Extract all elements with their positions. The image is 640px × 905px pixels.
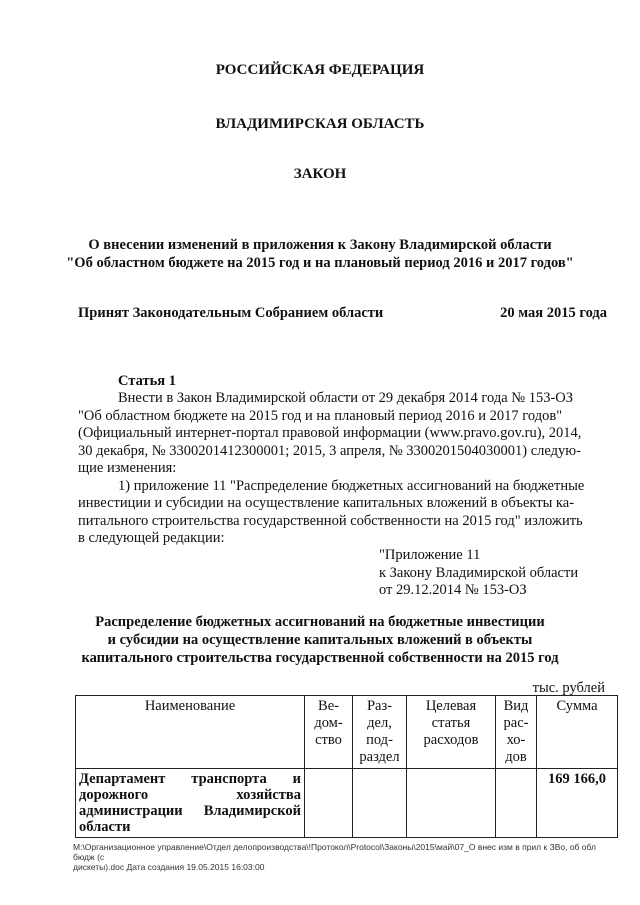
adopted-date: 20 мая 2015 года <box>500 305 607 321</box>
header-name: Наименование <box>76 696 305 769</box>
article-line: (Официальный интернет-портал правовой информации (www.pravo.gov.ru), 2014, <box>78 425 582 441</box>
table-row <box>76 769 618 838</box>
row-sum: 169 166,0 <box>537 769 618 838</box>
article-line: "Об областном бюджете на 2015 год и на плановый период 2016 и 2017 годов" <box>78 407 563 424</box>
units-label: тыс. рублей <box>532 680 605 696</box>
footer-line2: дискеты).doc Дата создания 19.05.2015 16:03:00 <box>73 862 265 872</box>
section-title <box>0 613 640 667</box>
law-title-line2: "Об областном бюджете на 2015 год и на плановый период 2016 и 2017 годов" <box>66 255 574 271</box>
section-title-line3: капитального строительства государственной собственности на 2015 год <box>81 650 559 666</box>
appendix-ref-line1: "Приложение 11 <box>379 547 481 563</box>
header-kind: Вид рас- хо- дов <box>496 696 537 769</box>
header-target: Целевая статья расходов <box>407 696 496 769</box>
footer-line1: M:\Организационное управление\Отдел делопроизводства\!Протокол\Protocol\Законы\2015\май\07_О внес изм в прил к ЗВо, об обл бюдж (с <box>73 842 596 862</box>
budget-table <box>75 695 618 838</box>
item1-line: питального строительства государственной собственности на 2015 год" изложить <box>78 512 583 529</box>
row-dept <box>305 769 353 838</box>
section-title-line1: Распределение бюджетных ассигнований на бюджетные инвестиции <box>95 614 545 630</box>
law-title <box>0 236 640 272</box>
article-line: щие изменения: <box>78 460 177 476</box>
item1-line: инвестиции и субсидии на осуществление капитальных вложений в объекты ка- <box>78 495 575 511</box>
article-line: 30 декабря, № 3300201412300001; 2015, 3 апреля, № 3300201504030001) следую- <box>78 442 581 459</box>
header-section: Раз- дел, под- раздел <box>353 696 407 769</box>
row-kind <box>496 769 537 838</box>
country-heading: РОССИЙСКАЯ ФЕДЕРАЦИЯ <box>215 62 425 78</box>
appendix-ref-line2: к Закону Владимирской области <box>379 564 579 581</box>
section-title-line2: и субсидии на осуществление капитальных вложений в объекты <box>107 632 533 648</box>
law-title-line1: О внесении изменений в приложения к Закону Владимирской области <box>88 237 552 253</box>
appendix-reference <box>379 547 578 600</box>
header-dept: Ве- дом- ство <box>305 696 353 769</box>
row-target <box>407 769 496 838</box>
article-line: Внести в Закон Владимирской области от 29 декабря 2014 года № 153-ОЗ <box>118 390 574 406</box>
article-body <box>78 390 608 548</box>
file-path-footer <box>73 842 613 872</box>
law-heading: ЗАКОН <box>293 166 347 182</box>
row-section <box>353 769 407 838</box>
row-name: Департамент транспорта и дорожного хозяйства администрации Владимирской области <box>76 769 305 838</box>
article-heading: Статья 1 <box>118 373 176 389</box>
item1-line: 1) приложение 11 "Распределение бюджетных ассигнований на бюджетные <box>118 477 585 494</box>
adopted-by: Принят Законодательным Собранием области <box>78 305 384 321</box>
header-sum: Сумма <box>537 696 618 769</box>
region-heading: ВЛАДИМИРСКАЯ ОБЛАСТЬ <box>215 116 425 132</box>
table-header-row <box>76 696 618 769</box>
appendix-ref-line3: от 29.12.2014 № 153-ОЗ <box>379 582 527 598</box>
item1-line: в следующей редакции: <box>78 530 225 546</box>
